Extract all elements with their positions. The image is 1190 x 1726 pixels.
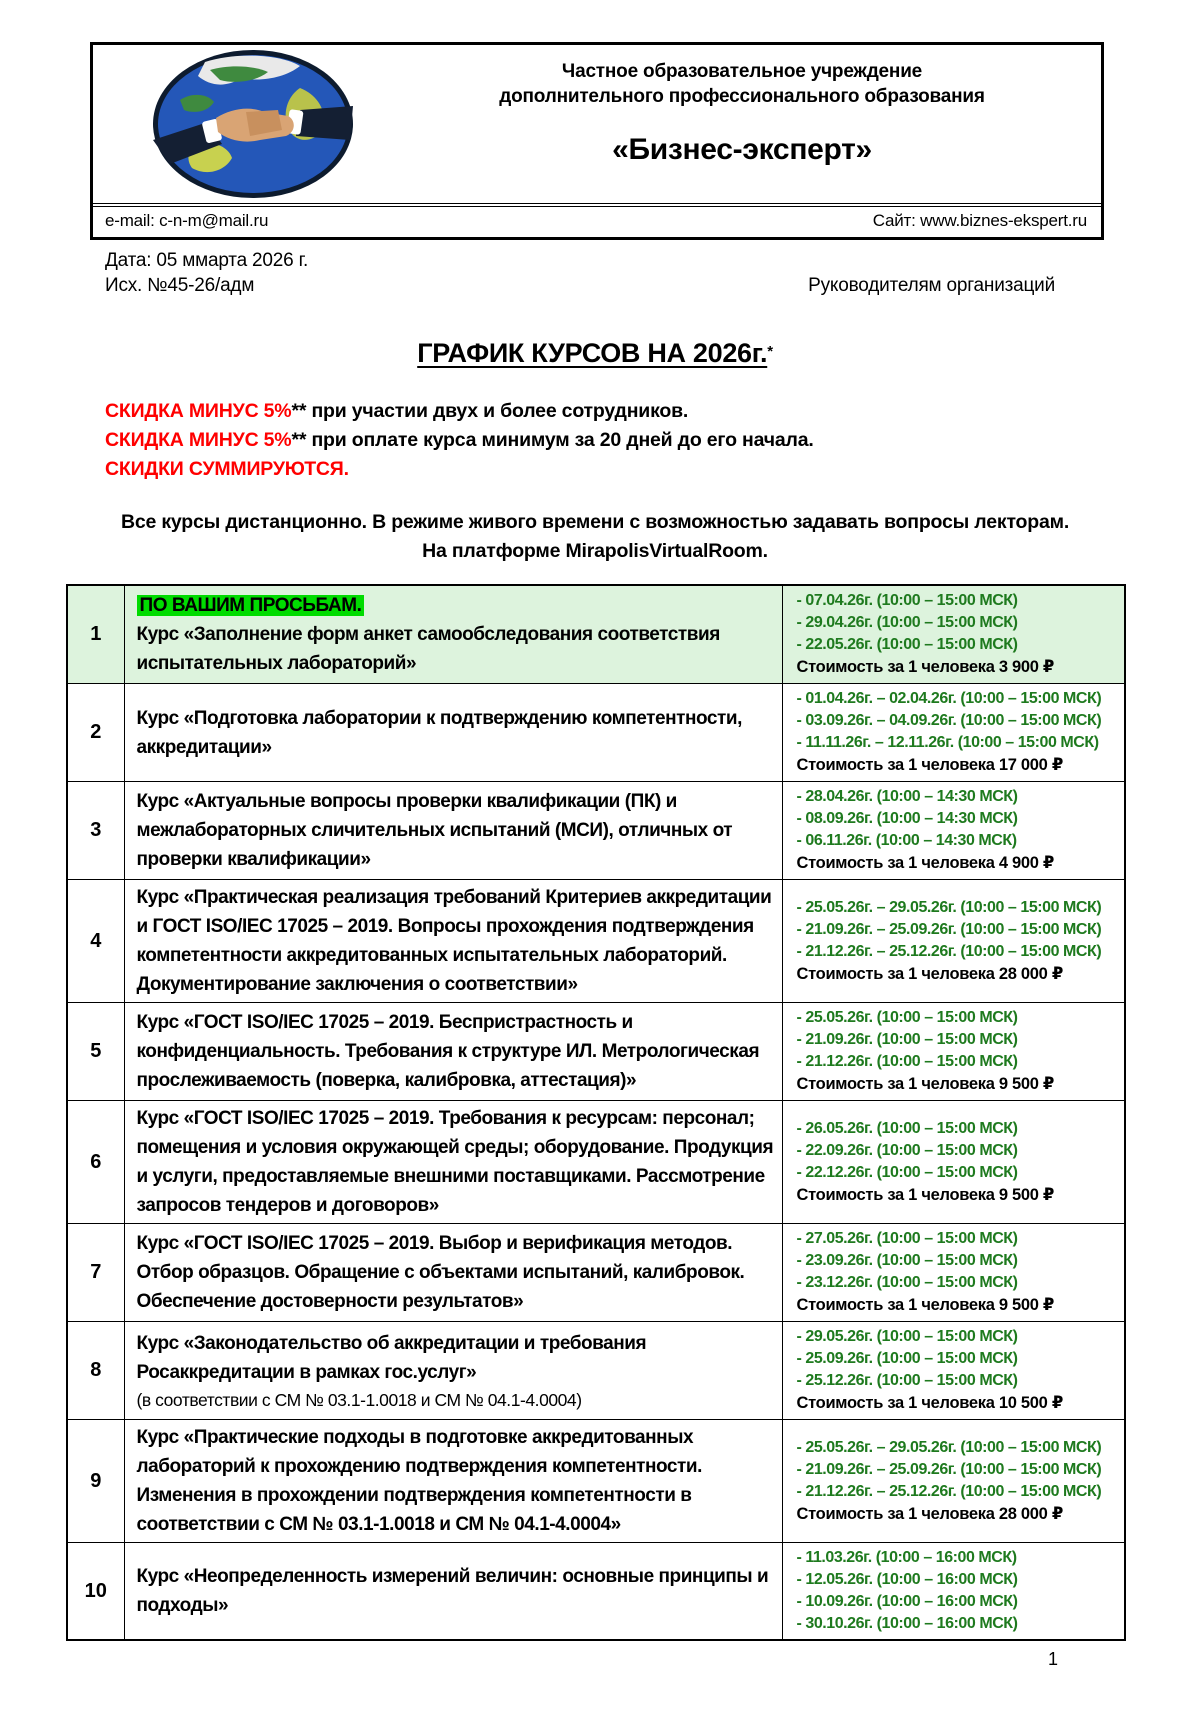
date-list bbox=[797, 1007, 1123, 1073]
course-title: Курс «Актуальные вопросы проверки квалификации (ПК) и межлабораторных сличительных испытаний (МСИ), отличных от проверки квалификации» bbox=[136, 791, 733, 870]
date-line: - 25.05.26г. – 29.05.26г. (10:00 – 15:00 МСК) bbox=[796, 1438, 1102, 1456]
date-line: - 23.09.26г. (10:00 – 15:00 МСК) bbox=[796, 1252, 1018, 1269]
price-line: Стоимость за 1 человека 10 500 ₽ bbox=[796, 1394, 1063, 1412]
date-line: - 26.05.26г. (10:00 – 15:00 МСК) bbox=[796, 1119, 1018, 1137]
addressee-line: Руководителям организаций bbox=[808, 275, 1055, 296]
table-row bbox=[67, 1101, 1125, 1224]
date-line: - 01.04.26г. – 02.04.26г. (10:00 – 15:00 МСК) bbox=[796, 690, 1102, 707]
logo-area bbox=[93, 45, 413, 203]
date-line: - 21.09.26г. (10:00 – 15:00 МСК) bbox=[796, 1031, 1018, 1048]
contact-strip bbox=[93, 203, 1101, 237]
dates-cell bbox=[782, 880, 1125, 1003]
course-cell bbox=[124, 1003, 782, 1101]
course-cell bbox=[124, 1224, 782, 1322]
globe-handshake-logo-image bbox=[150, 48, 356, 200]
discount-line bbox=[105, 426, 1130, 455]
table-row bbox=[67, 1420, 1125, 1543]
price-line: Стоимость за 1 человека 9 500 ₽ bbox=[796, 1296, 1055, 1314]
course-cell bbox=[124, 1322, 782, 1420]
table-row bbox=[67, 585, 1125, 684]
document-title-text: ГРАФИК КУРСОВ НА 2026г. bbox=[417, 338, 768, 368]
date-line: - 21.12.26г. – 25.12.26г. (10:00 – 15:00 МСК) bbox=[796, 942, 1102, 960]
date-line: - 11.11.26г. – 12.11.26г. (10:00 – 15:00 МСК) bbox=[796, 734, 1099, 751]
date-line: - 22.12.26г. (10:00 – 15:00 МСК) bbox=[796, 1163, 1018, 1181]
letterhead-top-row bbox=[93, 45, 1101, 203]
dates-cell bbox=[782, 782, 1125, 880]
dates-cell bbox=[782, 1543, 1125, 1641]
row-number: 1 bbox=[67, 585, 124, 684]
table-row bbox=[67, 1003, 1125, 1101]
intro-line1: Все курсы дистанционно. В режиме живого времени с возможностью задавать вопросы лекторам. bbox=[120, 511, 1070, 533]
letterhead-box bbox=[90, 42, 1104, 240]
date-line: Дата: 05 ммарта 2026 г. bbox=[105, 250, 309, 271]
email-text: e-mail: c-n-m@mail.ru bbox=[105, 211, 269, 230]
course-cell bbox=[124, 684, 782, 782]
date-list bbox=[797, 1228, 1123, 1294]
date-line: - 11.03.26г. (10:00 – 16:00 МСК) bbox=[796, 1549, 1017, 1566]
date-list bbox=[797, 590, 1123, 656]
date-line: - 21.09.26г. – 25.09.26г. (10:00 – 15:00 МСК) bbox=[796, 920, 1102, 938]
price-line: Стоимость за 1 человека 9 500 ₽ bbox=[796, 1185, 1055, 1204]
table-row bbox=[67, 1322, 1125, 1420]
discount-line bbox=[105, 397, 1130, 426]
course-cell bbox=[124, 585, 782, 684]
price-line: Стоимость за 1 человека 3 900 ₽ bbox=[796, 658, 1055, 676]
table-row bbox=[67, 782, 1125, 880]
intro-line2: На платформе MirapolisVirtualRoom. bbox=[422, 540, 768, 562]
price-line: Стоимость за 1 человека 4 900 ₽ bbox=[796, 854, 1055, 872]
org-name: «Бизнес-эксперт» bbox=[612, 133, 872, 166]
dates-cell bbox=[782, 1322, 1125, 1420]
table-row bbox=[67, 880, 1125, 1003]
row-number: 7 bbox=[67, 1224, 124, 1322]
date-list bbox=[797, 1326, 1123, 1392]
date-list bbox=[797, 1547, 1123, 1635]
course-schedule-table bbox=[66, 584, 1126, 1641]
date-list bbox=[797, 897, 1123, 963]
course-cell bbox=[124, 880, 782, 1003]
date-line: - 03.09.26г. – 04.09.26г. (10:00 – 15:00 МСК) bbox=[796, 712, 1102, 729]
date-line: - 23.12.26г. (10:00 – 15:00 МСК) bbox=[796, 1274, 1018, 1291]
price-line: Стоимость за 1 человека 28 000 ₽ bbox=[796, 964, 1063, 983]
date-line: - 21.09.26г. – 25.09.26г. (10:00 – 15:00 МСК) bbox=[796, 1460, 1102, 1478]
dates-cell bbox=[782, 585, 1125, 684]
intro-block bbox=[0, 508, 1190, 566]
date-line: - 07.04.26г. (10:00 – 15:00 МСК) bbox=[796, 592, 1018, 609]
date-line: - 25.05.26г. (10:00 – 15:00 МСК) bbox=[796, 1009, 1018, 1026]
discount-line bbox=[105, 455, 1130, 484]
price-line: Стоимость за 1 человека 9 500 ₽ bbox=[796, 1075, 1055, 1093]
course-title: Курс «ГОСТ ISO/IEC 17025 – 2019. Выбор и верификация методов. Отбор образцов. Обращение с объектами испытаний, калибровок. Обеспечение достоверности результатов» bbox=[136, 1233, 745, 1312]
date-line: - 21.12.26г. (10:00 – 15:00 МСК) bbox=[796, 1053, 1018, 1070]
row-number: 5 bbox=[67, 1003, 124, 1101]
date-line: - 25.12.26г. (10:00 – 15:00 МСК) bbox=[796, 1372, 1018, 1389]
date-list bbox=[797, 786, 1123, 852]
price-line: Стоимость за 1 человека 17 000 ₽ bbox=[796, 756, 1063, 774]
course-title: Курс «ГОСТ ISO/IEC 17025 – 2019. Беспристрастность и конфиденциальность. Требования к структуре ИЛ. Метрологическая прослеживаемость (поверка, калибровка, аттестация)» bbox=[136, 1012, 760, 1091]
table-row bbox=[67, 684, 1125, 782]
row-number: 8 bbox=[67, 1322, 124, 1420]
discount-highlight: СКИДКА МИНУС 5% bbox=[105, 400, 292, 422]
date-line: - 27.05.26г. (10:00 – 15:00 МСК) bbox=[796, 1230, 1018, 1247]
row-number: 4 bbox=[67, 880, 124, 1003]
course-cell bbox=[124, 1420, 782, 1543]
date-line: - 29.05.26г. (10:00 – 15:00 МСК) bbox=[796, 1328, 1018, 1345]
dates-cell bbox=[782, 1224, 1125, 1322]
date-line: - 21.12.26г. – 25.12.26г. (10:00 – 15:00 МСК) bbox=[796, 1482, 1102, 1500]
date-ref-block bbox=[105, 248, 308, 298]
date-line: - 30.10.26г. (10:00 – 16:00 МСК) bbox=[796, 1615, 1018, 1632]
price-line: Стоимость за 1 человека 28 000 ₽ bbox=[796, 1504, 1063, 1523]
discount-rest: при оплате курса минимум за 20 дней до его начала. bbox=[306, 429, 814, 451]
date-line: - 25.05.26г. – 29.05.26г. (10:00 – 15:00 МСК) bbox=[796, 898, 1102, 916]
org-title-block bbox=[413, 45, 1101, 203]
date-line: - 25.09.26г. (10:00 – 15:00 МСК) bbox=[796, 1350, 1018, 1367]
row-number: 10 bbox=[67, 1543, 124, 1641]
dates-cell bbox=[782, 684, 1125, 782]
discount-highlight: СКИДКИ СУММИРУЮТСЯ. bbox=[105, 458, 349, 480]
dates-cell bbox=[782, 1003, 1125, 1101]
date-line: - 10.09.26г. (10:00 – 16:00 МСК) bbox=[796, 1593, 1018, 1610]
dates-cell bbox=[782, 1420, 1125, 1543]
document-title bbox=[0, 338, 1190, 369]
date-list bbox=[797, 688, 1123, 754]
course-cell bbox=[124, 1101, 782, 1224]
course-title: Курс «Подготовка лаборатории к подтверждению компетентности, аккредитации» bbox=[136, 707, 742, 758]
row-number: 9 bbox=[67, 1420, 124, 1543]
date-line: - 06.11.26г. (10:00 – 14:30 МСК) bbox=[796, 832, 1017, 849]
date-line: - 28.04.26г. (10:00 – 14:30 МСК) bbox=[796, 788, 1018, 805]
title-asterisk: * bbox=[767, 343, 773, 360]
ref-line: Исх. №45-26/адм bbox=[105, 275, 255, 296]
date-line: - 08.09.26г. (10:00 – 14:30 МСК) bbox=[796, 810, 1018, 827]
table-row bbox=[67, 1543, 1125, 1641]
row-number: 2 bbox=[67, 684, 124, 782]
course-title: Курс «Практическая реализация требований Критериев аккредитации и ГОСТ ISO/IEC 17025 – 2019. Вопросы прохождения подтверждения компетентности аккредитованных испытательных лабораторий. Документирование заключения о соответствии» bbox=[136, 887, 772, 995]
dates-cell bbox=[782, 1101, 1125, 1224]
course-title: Курс «Заполнение форм анкет самообследования соответствия испытательных лабораторий» bbox=[136, 624, 720, 674]
date-line: - 22.05.26г. (10:00 – 15:00 МСК) bbox=[796, 636, 1018, 653]
date-line: - 12.05.26г. (10:00 – 16:00 МСК) bbox=[796, 1571, 1018, 1588]
date-list bbox=[797, 1437, 1123, 1503]
discount-highlight: СКИДКА МИНУС 5% bbox=[105, 429, 292, 451]
course-cell bbox=[124, 782, 782, 880]
date-list bbox=[797, 1118, 1123, 1184]
course-cell bbox=[124, 1543, 782, 1641]
row-number: 6 bbox=[67, 1101, 124, 1224]
row-number: 3 bbox=[67, 782, 124, 880]
course-note: (в соответствии с СМ № 03.1-1.0018 и СМ № 04.1-4.0004) bbox=[136, 1389, 582, 1410]
discount-stars: ** bbox=[291, 400, 307, 422]
date-line: - 22.09.26г. (10:00 – 15:00 МСК) bbox=[796, 1141, 1018, 1159]
page-number: 1 bbox=[1047, 1649, 1058, 1669]
table-row bbox=[67, 1224, 1125, 1322]
course-title: Курс «ГОСТ ISO/IEC 17025 – 2019. Требования к ресурсам: персонал; помещения и условия окружающей среды; оборудование. Продукция и услуги, предоставляемые внешними поставщиками. Рассмотрение запросов тендеров и договоров» bbox=[136, 1108, 774, 1216]
course-title: Курс «Неопределенность измерений величин: основные принципы и подходы» bbox=[136, 1566, 769, 1616]
meta-row bbox=[105, 248, 1055, 298]
discount-stars: ** bbox=[291, 429, 307, 451]
course-title: Курс «Практические подходы в подготовке аккредитованных лабораторий к прохождению подтверждения компетентности. Изменения в прохождении подтверждения компетентности в соответствии с СМ № 03.1-1.0018 и СМ № 04.1-4.0004» bbox=[136, 1427, 702, 1535]
org-line2: дополнительного профессионального образования bbox=[499, 86, 985, 107]
org-line1: Частное образовательное учреждение bbox=[561, 61, 923, 82]
discounts-block bbox=[105, 397, 1130, 484]
site-text: Сайт: www.biznes-ekspert.ru bbox=[872, 211, 1087, 230]
date-line: - 29.04.26г. (10:00 – 15:00 МСК) bbox=[796, 614, 1018, 631]
row-badge: ПО ВАШИМ ПРОСЬБАМ. bbox=[137, 595, 365, 616]
course-title: Курс «Законодательство об аккредитации и требования Росаккредитации в рамках гос.услуг» bbox=[136, 1332, 647, 1383]
discount-rest: при участии двух и более сотрудников. bbox=[306, 400, 689, 422]
